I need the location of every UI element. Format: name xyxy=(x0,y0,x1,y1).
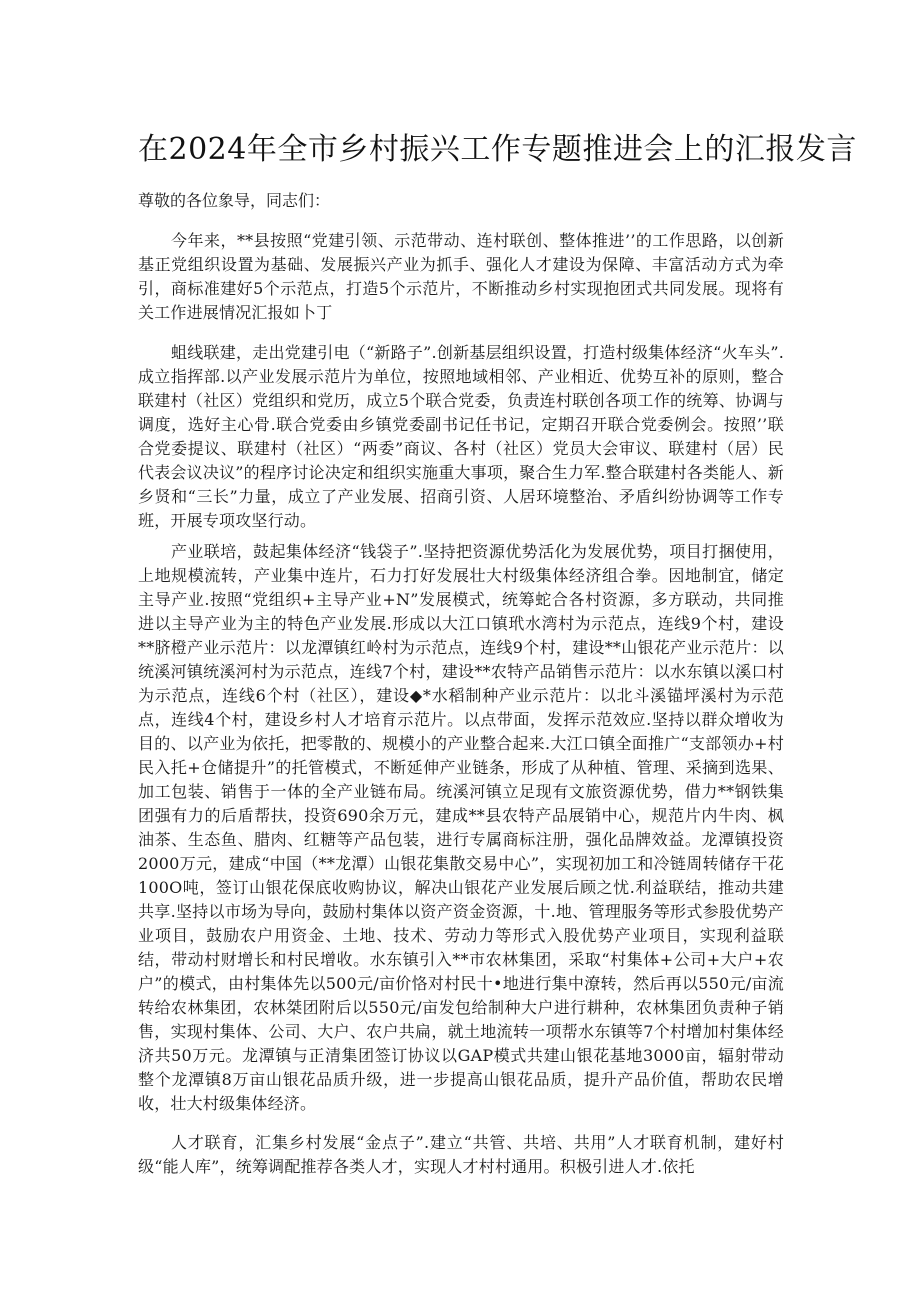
paragraph-talent: 人才联育，汇集乡村发展“金点子”.建立“共管、共培、共用”人才联育机制，建好村级“能人库”，统筹调配推荐各类人才，实现人才村村通用。积极引进人才.依托 xyxy=(138,1133,784,1176)
salutation: 尊敬的各位象导，同志们： xyxy=(138,191,331,210)
paragraph-organization: 蛆线联建，走出党建引电（“新路子”.创新基层组织设置，打造村级集体经济“火车头”.成立指挥部.以产业发展示范片为单位，按照地域相邻、产业相近、优势互补的原则，整合联建村（社区）党组织和党历，成立5个联合党委，负责连村联创各项工作的统筹、协调与调度，选好主心骨.联合党委由乡镇党委副书记任书记，定期召开联合党委例会。按照’’联合党委提议、联建村（社区）“两委”商议、各村（社区）党员大会审议、联建村（居）民代表会议决议”的程序讨论决定和组织实施重大事项，聚合生力军.整合联建村各类能人、新乡贤和“三长”力量，成立了产业发展、招商引资、人居环境整治、矛盾纠纷协调等工作专班，开展专项攻坚行动。 xyxy=(138,343,784,530)
paragraph-intro: 今年来，**县按照“党建引领、示范带动、连村联创、整体推进’’的工作思路，以创新基正党组织设置为基础、发展振兴产业为抓手、强化人才建设为保障、丰富活动方式为牵引，商标准建好5个示范点，打造5个示范片，不断推动乡村实现抱团式共同发展。现将有关工作进展情况汇报如卜丁 xyxy=(138,231,784,322)
document-title: 在2024年全市乡村振兴工作专题推进会上的汇报发言 xyxy=(138,132,857,167)
paragraph-industry: 产业联培，鼓起集体经济“钱袋子”.坚持把资源优势活化为发展优势，项目打捆使用，上地规模流转，产业集中连片，石力打好发展壮大村级集体经济组合拳。因地制宜，储定主导产业.按照“党组织+主导产业+N”发展模式，统筹蛇合各村资源，多方联动，共同推进以主导产业为主的特色产业发展.形成以大江口镇玳水湾村为示范点，连线9个村，建设**脐橙产业示范片：以龙潭镇红岭村为示范点，连线9个村，建设**山银花产业示范片：以统溪河镇统溪河村为示范点，连线7个村，建设**农特产品销售示范片：以水东镇以溪口村为示范点，连线6个村（社区），建设◆*水稻制种产业示范片：以北斗溪锚坪溪村为示范点，连线4个村，建设乡村人才培育示范片。以点带面，发挥示范效应.坚持以群众增收为目的、以产业为依托，把零散的、规模小的产业整合起来.大江口镇全面推广“支部领办+村民入托+仓储提升”的托管模式，不断延伸产业链条，形成了从种植、管理、采摘到选果、加工包装、销售于一体的全产业链布局。统溪河镇立足现有文旅资源优势，借力**钢铁集团强有力的后盾帮扶，投资690余万元，建成**县农特产品展销中心，规范片内牛肉、枫油茶、生态鱼、腊肉、红糖等产品包装，进行专属商标注册，强化品牌效益。龙潭镇投资2000万元，建成“中国（**龙潭）山银花集散交易中心”，实现初加工和冷链周转储存干花100O吨，签订山银花保底收购协议，解决山银花产业发展后顾之忧.利益联结，推动共建共享.坚持以市场为导向，鼓励村集体以资产资金资源，十.地、管理服务等形式参股优势产业项目，鼓励农户用资金、土地、技术、劳动力等形式入股优势产业项目，实现利益联结，带动村财增长和村民增收。水东镇引入**市农林集团，采取“村集体+公司+大户+农户”的模式，由村集体先以500元/亩价恪对村民十•地进行集中潦转，然后再以550元/亩流转给农林集团，农林桀团附后以550元/亩发包给制种大户进行耕种，农林集团负责种子销售，实现村集体、公司、大户、农户共扁，就土地流转一项帮水东镇等7个村增加村集体经济共50万元。龙潭镇与正清集团签订协议以GAP模式共建山银花基地3000亩，辐射带动整个龙潭镇8万亩山银花品质升级，进一步提高山银花品质，提升产品价值，帮助农民增收，壮大村级集体经济。 xyxy=(138,542,784,1113)
